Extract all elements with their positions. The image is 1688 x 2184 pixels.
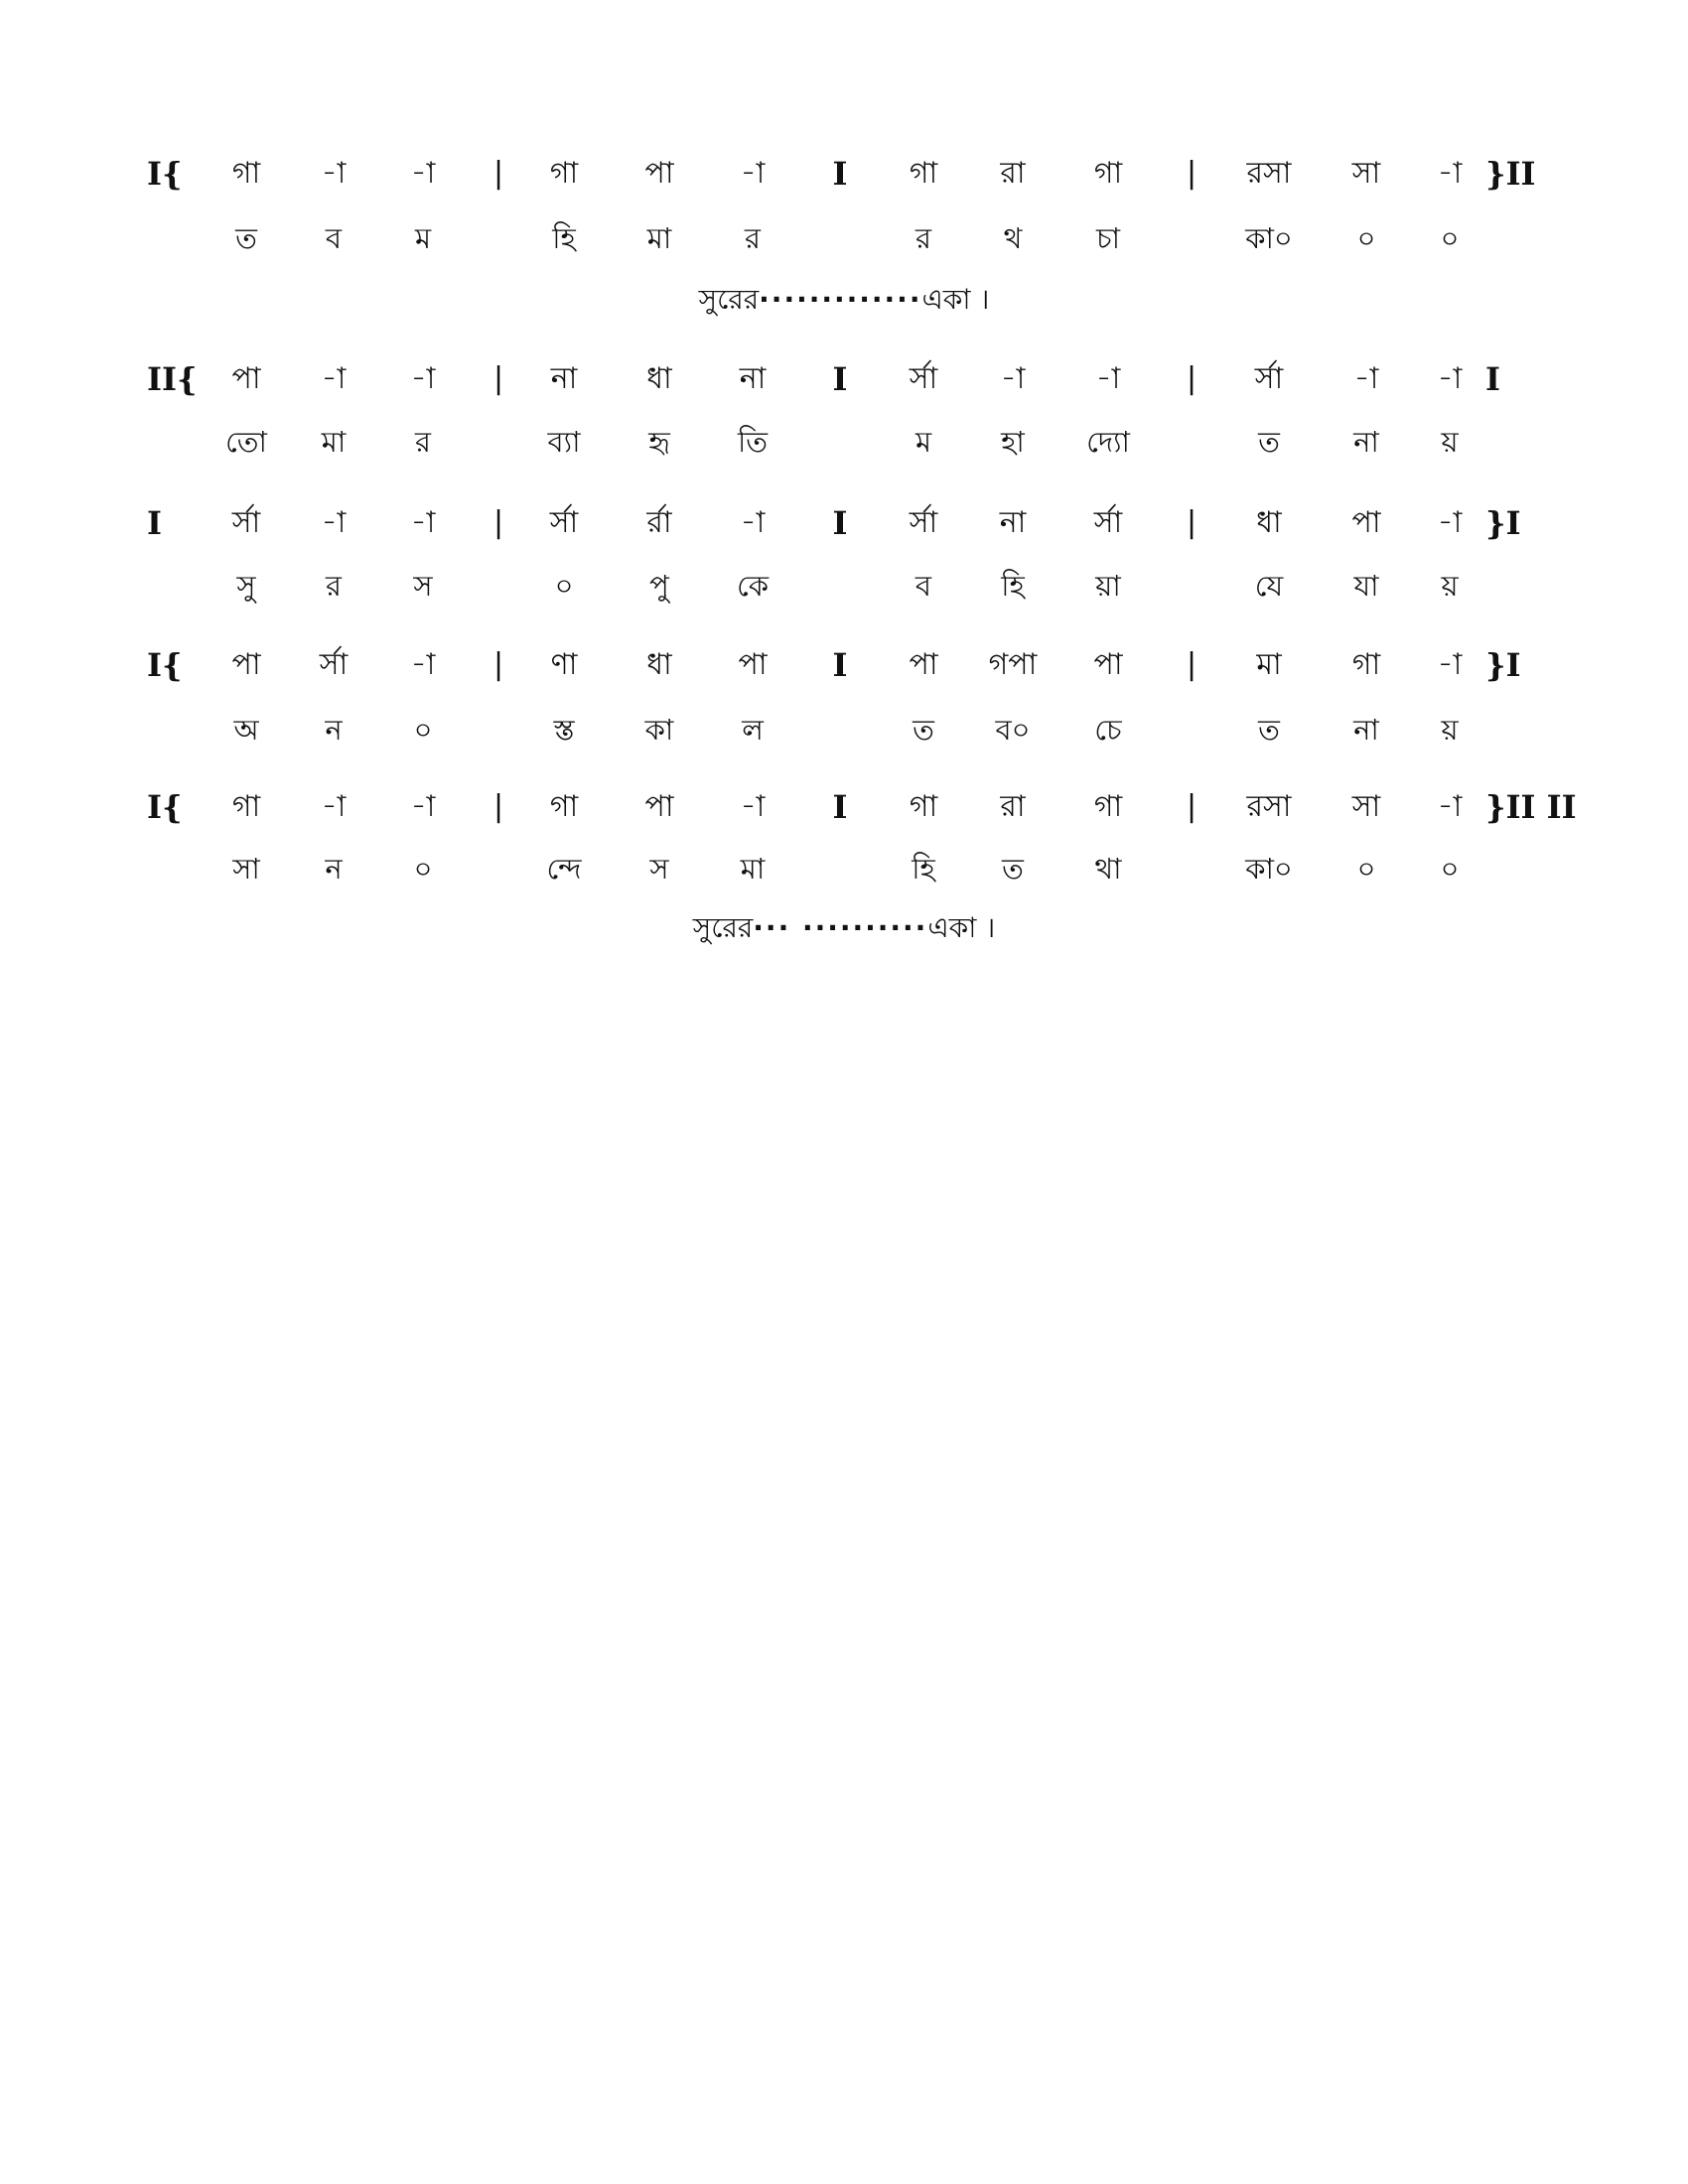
lyric-syllable: ব০ — [995, 713, 1031, 747]
section-end-mark: }I — [1485, 646, 1521, 684]
lyric-syllable: ন — [325, 713, 343, 747]
note: রসা — [1246, 789, 1292, 824]
lyric-syllable: ন্দে — [546, 852, 582, 886]
lyric-syllable: কা — [644, 713, 674, 747]
bar-line-heavy: I — [832, 360, 848, 398]
lyric-syllable: সু — [236, 569, 256, 603]
lyric-row-1 — [0, 213, 1688, 263]
note: -া — [410, 156, 436, 191]
note: -া — [410, 361, 436, 396]
notation-row-3 — [0, 498, 1688, 548]
lyric-syllable: ত — [913, 713, 934, 747]
lyric-syllable: ব্যা — [547, 425, 581, 459]
bar-line-heavy: I — [832, 646, 848, 684]
note: গা — [231, 789, 261, 824]
note: গা — [231, 156, 261, 191]
lyric-row-5 — [0, 844, 1688, 893]
note: পা — [231, 647, 261, 682]
note: -া — [321, 505, 347, 540]
note: গপা — [988, 647, 1038, 682]
note: গা — [909, 789, 938, 824]
bar-line: | — [1186, 361, 1197, 396]
notation-row-2 — [0, 354, 1688, 404]
bar-line: | — [492, 789, 504, 824]
section-start-mark: I{ — [147, 155, 183, 193]
lyric-syllable: হৃ — [648, 425, 670, 459]
lyric-syllable: মা — [646, 221, 672, 255]
lyric-syllable: হি — [1001, 569, 1025, 603]
lyric-syllable: না — [1353, 425, 1379, 459]
note: গা — [549, 156, 579, 191]
interlude-dots: ············· — [759, 283, 922, 316]
interlude-dots: ··· ·········· — [753, 911, 928, 944]
note: পা — [644, 156, 674, 191]
bar-line: | — [492, 361, 504, 396]
lyric-syllable: স — [649, 852, 669, 886]
lyric-syllable: হি — [552, 221, 576, 255]
lyric-row-2 — [0, 417, 1688, 467]
interlude-suffix: একা । — [921, 283, 990, 316]
note: -া — [410, 647, 436, 682]
lyric-syllable: তি — [737, 425, 769, 459]
lyric-syllable: তো — [225, 425, 267, 459]
note: পা — [1351, 505, 1381, 540]
lyric-syllable: যা — [1353, 569, 1379, 603]
lyric-syllable: র — [745, 221, 761, 255]
lyric-syllable: থ — [1003, 221, 1023, 255]
interlude-note-2 — [0, 903, 1688, 953]
note: র্সা — [909, 505, 938, 540]
note: ধা — [646, 647, 672, 682]
interlude-note-1 — [0, 275, 1688, 325]
lyric-syllable: কা০ — [1245, 221, 1293, 255]
lyric-syllable: ম — [914, 425, 932, 459]
lyric-syllable: স্ত — [553, 713, 575, 747]
bar-line: | — [1186, 505, 1197, 540]
note: সা — [1351, 156, 1381, 191]
lyric-syllable: অ — [233, 713, 259, 747]
lyric-syllable: য়া — [1095, 569, 1121, 603]
note: গা — [549, 789, 579, 824]
lyric-syllable: ব — [914, 569, 932, 603]
note: না — [739, 361, 767, 396]
interlude-suffix: একা । — [927, 911, 996, 944]
note: র্সা — [1093, 505, 1123, 540]
note: গা — [1093, 156, 1123, 191]
note: -া — [410, 789, 436, 824]
note: -া — [321, 156, 347, 191]
lyric-syllable: ল — [742, 713, 764, 747]
bar-line: | — [1186, 789, 1197, 824]
bar-line-heavy: I — [832, 155, 848, 193]
lyric-syllable: কা০ — [1245, 852, 1293, 886]
bar-line-heavy: I — [832, 504, 848, 542]
note: রা — [1000, 156, 1026, 191]
lyric-syllable: কে — [736, 569, 770, 603]
lyric-syllable: য় — [1441, 425, 1459, 459]
note: পা — [644, 789, 674, 824]
note: পা — [909, 647, 938, 682]
bar-line: | — [1186, 647, 1197, 682]
lyric-syllable: ০ — [554, 569, 574, 603]
lyric-syllable: ত — [1258, 713, 1280, 747]
lyric-syllable: না — [1353, 713, 1379, 747]
lyric-syllable: ব — [325, 221, 343, 255]
lyric-syllable: য় — [1441, 713, 1459, 747]
section-end-mark: }I — [1485, 504, 1521, 542]
section-end-mark: }II — [1485, 155, 1536, 193]
note: -া — [410, 505, 436, 540]
note: রা — [1000, 789, 1026, 824]
lyric-syllable: থা — [1094, 852, 1122, 886]
lyric-syllable: চা — [1095, 221, 1121, 255]
note: ণা — [550, 647, 578, 682]
lyric-syllable: র — [326, 569, 342, 603]
note: র্সা — [549, 505, 579, 540]
section-end-mark: I — [1485, 360, 1500, 398]
note: মা — [1256, 647, 1282, 682]
note: ধা — [1256, 505, 1282, 540]
lyric-syllable: দ্যো — [1086, 425, 1130, 459]
bar-line-heavy: I — [832, 788, 848, 826]
note: -া — [740, 156, 766, 191]
note: -া — [740, 505, 766, 540]
note: -া — [1353, 361, 1379, 396]
bar-line: | — [492, 647, 504, 682]
interlude-prefix: সুরের — [692, 911, 754, 944]
lyric-row-3 — [0, 561, 1688, 611]
notation-row-5 — [0, 782, 1688, 832]
interlude-prefix: সুরের — [698, 283, 760, 316]
note: না — [999, 505, 1027, 540]
lyric-syllable: ন — [325, 852, 343, 886]
note: পা — [738, 647, 768, 682]
note: র্সা — [231, 505, 261, 540]
note: -া — [1095, 361, 1121, 396]
lyric-syllable: সা — [232, 852, 260, 886]
lyric-syllable: যে — [1254, 569, 1284, 603]
note: -া — [1437, 505, 1463, 540]
bar-line: | — [1186, 156, 1197, 191]
notation-row-1 — [0, 149, 1688, 199]
note: গা — [1351, 647, 1381, 682]
lyric-syllable: ত — [235, 221, 257, 255]
lyric-syllable: মা — [321, 425, 347, 459]
lyric-syllable: ত — [1258, 425, 1280, 459]
lyric-syllable: ০ — [413, 713, 433, 747]
note: -া — [321, 361, 347, 396]
lyric-syllable: ত — [1002, 852, 1024, 886]
bar-line: | — [492, 505, 504, 540]
lyric-row-4 — [0, 705, 1688, 754]
lyric-syllable: স — [413, 569, 433, 603]
note: -া — [1437, 789, 1463, 824]
note: -া — [321, 789, 347, 824]
note: -া — [1000, 361, 1026, 396]
lyric-syllable: চে — [1094, 713, 1122, 747]
note: পা — [231, 361, 261, 396]
bar-line: | — [492, 156, 504, 191]
note: গা — [909, 156, 938, 191]
note: র্সা — [909, 361, 938, 396]
section-start-mark: II{ — [147, 360, 198, 398]
section-start-mark: I{ — [147, 646, 183, 684]
note: পা — [1093, 647, 1123, 682]
lyric-syllable: র — [915, 221, 931, 255]
note: -া — [740, 789, 766, 824]
note: -া — [1437, 647, 1463, 682]
note: ধা — [646, 361, 672, 396]
lyric-syllable: য় — [1441, 569, 1459, 603]
lyric-syllable: র — [415, 425, 431, 459]
section-start-mark: I{ — [147, 788, 183, 826]
note: র্রা — [646, 505, 672, 540]
note: না — [550, 361, 578, 396]
lyric-syllable: ০ — [413, 852, 433, 886]
note: র্সা — [319, 647, 349, 682]
note: গা — [1093, 789, 1123, 824]
lyric-syllable: হা — [1001, 425, 1025, 459]
lyric-syllable: হি — [912, 852, 935, 886]
note: রসা — [1246, 156, 1292, 191]
notation-row-4 — [0, 640, 1688, 690]
lyric-syllable: পু — [649, 569, 669, 603]
section-start-mark: I — [147, 504, 162, 542]
lyric-syllable: ম — [414, 221, 432, 255]
lyric-syllable: ০ — [1440, 221, 1460, 255]
note: -া — [1437, 156, 1463, 191]
lyric-syllable: ০ — [1356, 852, 1376, 886]
lyric-syllable: ০ — [1440, 852, 1460, 886]
section-end-mark: }II II — [1485, 788, 1577, 826]
note: র্সা — [1254, 361, 1284, 396]
note: -া — [1437, 361, 1463, 396]
lyric-syllable: মা — [740, 852, 766, 886]
note: সা — [1351, 789, 1381, 824]
lyric-syllable: ০ — [1356, 221, 1376, 255]
